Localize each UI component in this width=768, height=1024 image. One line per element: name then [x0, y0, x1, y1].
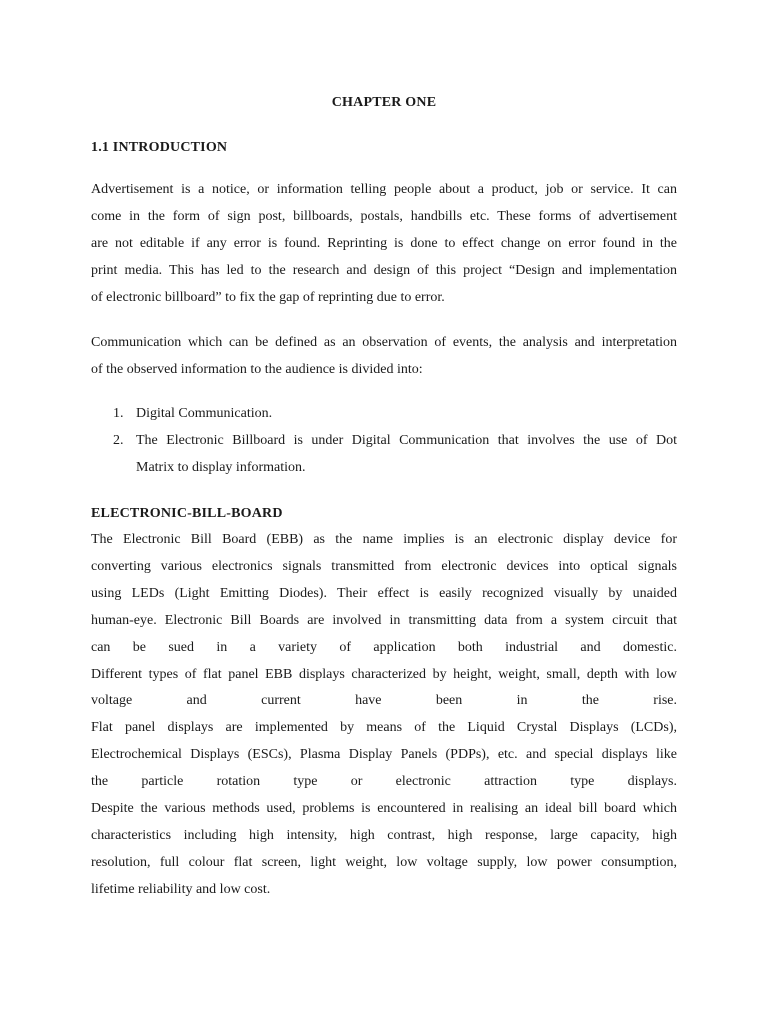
text-line: The Electronic Billboard is under Digital Communication that involves the use of Dot [136, 432, 677, 448]
list-item [91, 401, 677, 428]
introduction-heading: 1.1 INTRODUCTION [91, 140, 228, 155]
text-line: lifetime reliability and low cost. [91, 881, 271, 897]
text-line: resolution, full colour flat screen, light weight, low voltage supply, low power consumption, [91, 854, 677, 870]
list-number: 2. [113, 432, 124, 448]
text-line: Communication which can be defined as an observation of events, the analysis and interpretation [91, 335, 677, 350]
text-line: of the observed information to the audience is divided into: [91, 361, 423, 377]
text-line: Flat panel displays are implemented by means of the Liquid Crystal Displays (LCDs), [91, 720, 677, 736]
text-line: converting various electronics signals transmitted from electronic devices into optical signals [91, 558, 677, 574]
list-number: 1. [113, 406, 124, 421]
ebb-heading: ELECTRONIC-BILL-BOARD [91, 506, 283, 521]
communication-types-list [91, 401, 677, 482]
text-line: Digital Communication. [136, 406, 273, 421]
text-line: the particle rotation type or electronic attraction type displays. [91, 774, 677, 790]
text-line: Different types of flat panel EBB displays characterized by height, weight, small, depth with low [91, 666, 677, 682]
text-line: using LEDs (Light Emitting Diodes). Their effect is easily recognized visually by unaided [91, 585, 677, 601]
text-line: voltage and current have been in the rise. [91, 693, 677, 709]
text-line: can be sued in a variety of application both industrial and domestic. [91, 639, 677, 655]
text-line: Matrix to display information. [136, 459, 306, 475]
ebb-paragraph [91, 527, 677, 904]
introduction-paragraph-1 [91, 177, 677, 312]
chapter-title: CHAPTER ONE [331, 95, 437, 110]
text-line: of electronic billboard” to fix the gap of reprinting due to error. [91, 289, 445, 305]
text-line: come in the form of sign post, billboards, postals, handbills etc. These forms of advertisement [91, 208, 677, 224]
text-line: The Electronic Bill Board (EBB) as the name implies is an electronic display device for [91, 532, 677, 547]
text-line: print media. This has led to the research and design of this project “Design and implementation [91, 262, 677, 278]
text-line: human-eye. Electronic Bill Boards are involved in transmitting data from a system circuit that [91, 612, 677, 628]
text-line: characteristics including high intensity, high contrast, high response, large capacity, high [91, 827, 677, 843]
text-line: Despite the various methods used, problems is encountered in realising an ideal bill board which [91, 801, 677, 817]
text-line: Advertisement is a notice, or information telling people about a product, job or service. It can [91, 182, 677, 197]
text-line: are not editable if any error is found. Reprinting is done to effect change on error found in the [91, 235, 677, 251]
text-line: Electrochemical Displays (ESCs), Plasma Display Panels (PDPs), etc. and special displays like [91, 747, 677, 763]
list-item [91, 428, 677, 482]
introduction-paragraph-2 [91, 330, 677, 384]
